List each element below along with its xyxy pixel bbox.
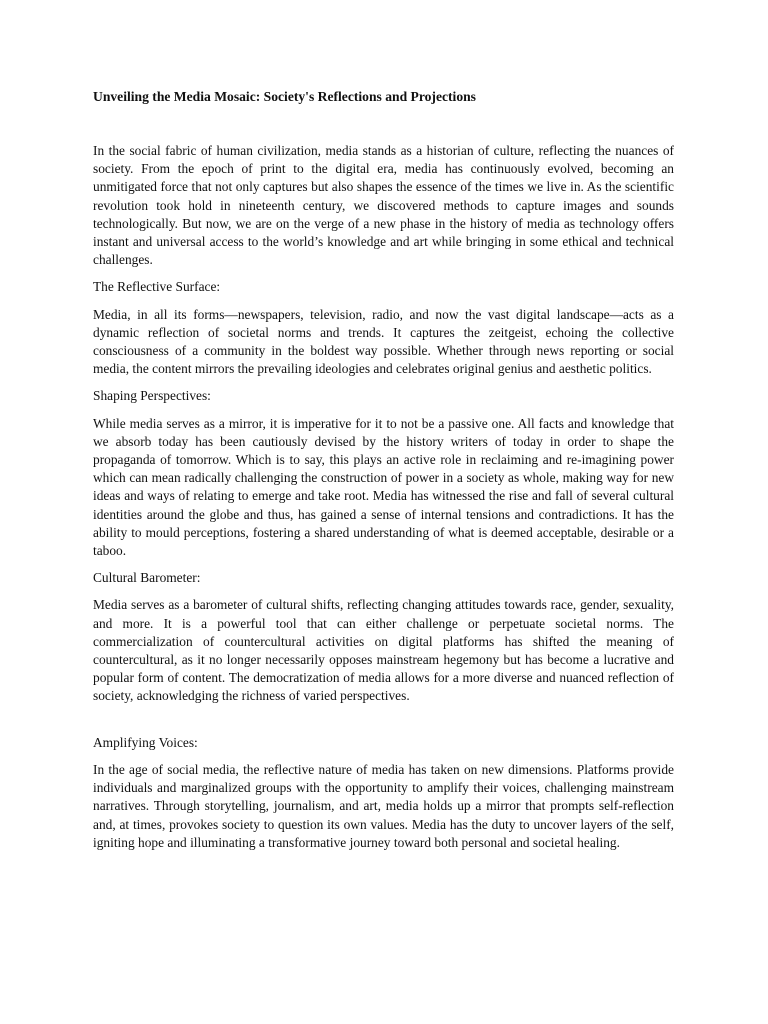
section-heading-cultural-barometer: Cultural Barometer: [93,570,201,586]
section-heading-shaping-perspectives: Shaping Perspectives: [93,388,211,404]
document-page [93,88,674,852]
section-body-amplifying-voices: In the age of social media, the reflective nature of media has taken on new dimensions. Platforms provide individuals and marginalized groups with the opportunity to amplify their voices, challenging mainstream narratives. Through storytelling, journalism, and art, media holds up a mirror that prompts self-reflection and, at times, provokes society to question its own values. Media has the duty to uncover layers of the self, igniting hope and illuminating a transformative journey toward both personal and societal healing. [93,761,674,850]
intro-paragraph: In the social fabric of human civilization, media stands as a historian of culture, reflecting the nuances of society. From the epoch of print to the digital era, media has continuously evolved, becoming an unmitigated force that not only captures but also shapes the essence of the times we live in. As the scientific revolution took hold in nineteenth century, we discovered methods to capture images and sounds technologically. But now, we are on the verge of a new phase in the history of media as technology offers instant and universal access to the world’s knowledge and art while bringing in some ethical and technical challenges. [93,143,674,268]
section-heading-reflective-surface: The Reflective Surface: [93,279,221,295]
section-heading-amplifying-voices: Amplifying Voices: [93,734,198,750]
section-body-reflective-surface: Media, in all its forms—newspapers, television, radio, and now the vast digital landscape—acts as a dynamic reflection of societal norms and trends. It captures the zeitgeist, echoing the collective consciousness of a community in the boldest way possible. Whether through news reporting or social media, the content mirrors the prevailing ideologies and celebrates original genius and aesthetic politics. [93,306,674,377]
section-body-shaping-perspectives: While media serves as a mirror, it is imperative for it to not be a passive one. All facts and knowledge that we absorb today has been cautiously devised by the history writers of today in order to shape the propaganda of tomorrow. Which is to say, this plays an active role in reclaiming and re-imagining power which can mean radically challenging the construction of power in a society as whole, making way for new ideas and ways of relating to emerge and take root. Media has witnessed the rise and fall of several cultural identities around the globe and thus, has gained a sense of internal tensions and contradictions. It has the ability to mould perceptions, fostering a shared understanding of what is deemed acceptable, desirable or a taboo. [93,415,674,559]
document-title: Unveiling the Media Mosaic: Society's Reflections and Projections [93,89,476,104]
section-body-cultural-barometer: Media serves as a barometer of cultural shifts, reflecting changing attitudes towards race, gender, sexuality, and more. It is a powerful tool that can either challenge or perpetuate societal norms. The commercialization of countercultural activities on digital platforms has shifted the meaning of countercultural, as it no longer necessarily opposes mainstream hegemony but has become a lucrative and popular form of content. The democratization of media allows for a more diverse and nuanced reflection of society, acknowledging the richness of varied perspectives. [93,597,674,704]
